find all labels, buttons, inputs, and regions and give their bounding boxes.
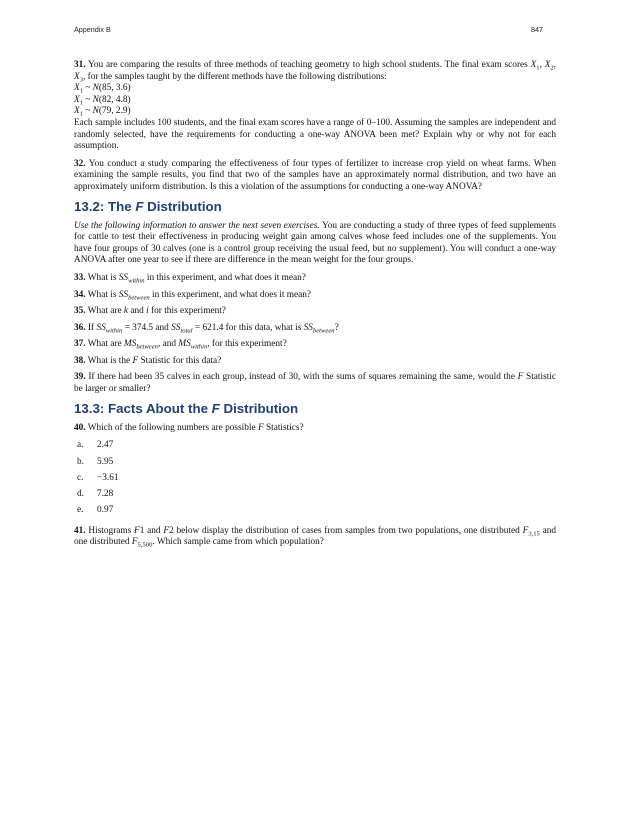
- exercise-40: 40. Which of the following numbers are possible F Statistics?: [74, 422, 304, 433]
- page-number: 847: [531, 25, 543, 34]
- exercise-number: 33.: [74, 272, 86, 283]
- exercise-35: 35. What are k and i for this experiment?: [74, 306, 226, 317]
- section-heading-13-2: 13.2: The F Distribution: [74, 198, 222, 214]
- exercise-number: 32.: [74, 158, 86, 169]
- exercise-38: 38. What is the F Statistic for this data?: [74, 355, 222, 366]
- distribution-line: $X_1$ ~ N(82, 4.8): [74, 94, 131, 107]
- exercise-32: 32. You conduct a study comparing the effectiveness of four types of fertilizer to increase crop yield on wheat farms. When examining the sample results, you find that two of the samples have an approximately normal distribution, and two have an approximately uniform distribution. Is this a violation of the assumptions for conducting a one-way ANOVA?: [74, 158, 556, 192]
- option-item: d. 7.28: [77, 489, 114, 500]
- exercise-41: 41. Histograms F1 and F2 below display the distribution of cases from samples from two populations, one distributed $F_{3,15}$ and one distributed $F_{5,500}$. Which sample came from which population?: [74, 525, 556, 549]
- exercise-36: 36. If $SS_{within} = 374.5$ and $SS_{total} = 621.4$ for this data, what is $SS_{between}$?: [74, 322, 339, 335]
- section-heading-13-3: 13.3: Facts About the F Distribution: [74, 400, 299, 416]
- exercise-number: 35.: [74, 306, 86, 317]
- exercise-33: 33. What is $SS_{within}$ in this experiment, and what does it mean?: [74, 272, 306, 285]
- section-intro: Use the following information to answer the next seven exercises. You are conducting a study of three types of feed supplements for cattle to test their effectiveness in producing weight gain among calves whose feed includes one of the supplements. You have four groups of 30 calves (one is a control group receiving the usual feed, but no supplement). You will conduct a one-way ANOVA after one year to see if there are difference in the mean weight for the four groups.: [74, 220, 556, 266]
- exercise-39: 39. If there had been 35 calves in each group, instead of 30, with the sums of squares remaining the same, would the F Statistic be larger or smaller?: [74, 372, 556, 395]
- exercise-number: 36.: [74, 322, 86, 333]
- option-item: a. 2.47: [77, 440, 114, 451]
- exercise-number: 39.: [74, 372, 86, 383]
- exercise-number: 38.: [74, 355, 86, 366]
- option-item: b. 5.95: [77, 456, 114, 467]
- option-item: e. 0.97: [77, 505, 114, 516]
- answer-options: [74, 440, 556, 521]
- page-content: [74, 60, 556, 549]
- distribution-line: $X_1$ ~ N(79, 2.9): [74, 106, 131, 118]
- exercise-34: 34. What is $SS_{between}$ in this experiment, and what does it mean?: [74, 289, 312, 301]
- option-item: c. −3.61: [77, 472, 119, 483]
- exercise-31: 31. You are comparing the results of three methods of teaching geometry to high school students. The final exam scores $X_1$, $X_2$, $X_3$, for the samples taught by the different methods have the following distributions:: [74, 60, 556, 84]
- exercise-37: 37. What are $MS_{between}$, and $MS_{within}$, for this experiment?: [74, 339, 287, 351]
- exercise-number: 37.: [74, 339, 86, 350]
- exercise-number: 34.: [74, 289, 86, 300]
- exercise-number: 31.: [74, 60, 86, 70]
- exercise-number: 41.: [74, 525, 86, 536]
- running-header: Appendix B: [74, 25, 111, 34]
- exercise-number: 40.: [74, 422, 86, 433]
- distribution-line: $X_1$ ~ N(85, 3.6): [74, 83, 131, 95]
- exercise-31-closing: Each sample includes 100 students, and the final exam scores have a range of 0–100. Assuming the samples are independent and randomly selected, have the requirements for conducting a one-way ANOVA been met? Explain why or why not for each assumption.: [74, 117, 556, 152]
